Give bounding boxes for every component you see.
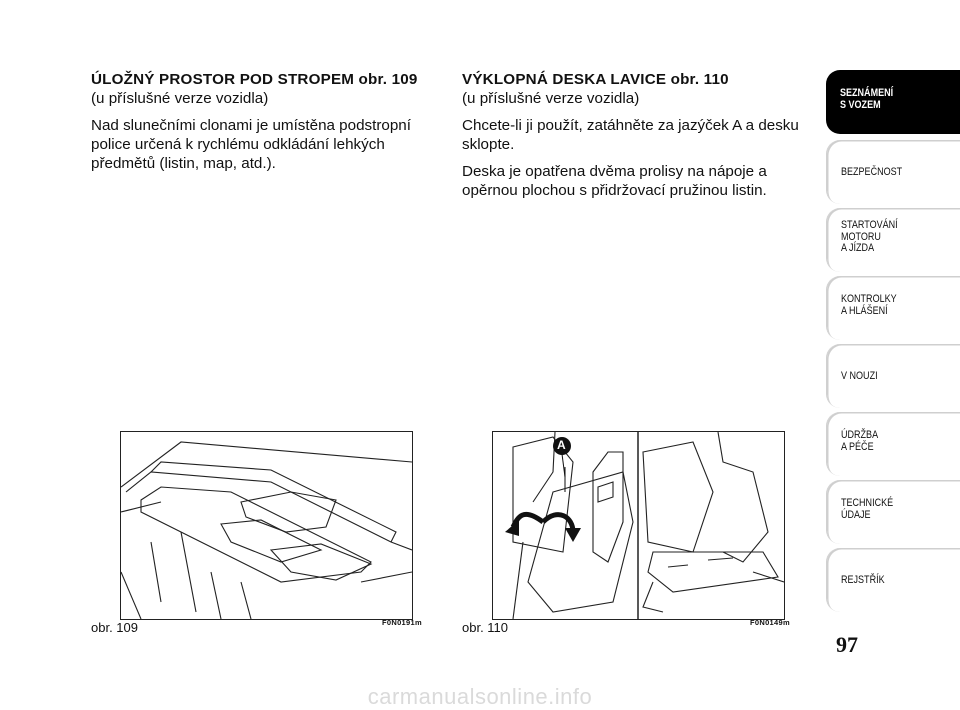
figure-caption: obr. 109 — [91, 620, 138, 635]
section-body: Chcete-li ji použít, zatáhněte za jazýček A a desku sklopte. — [462, 117, 799, 153]
section-title: ÚLOŽNÝ PROSTOR POD STROPEM obr. 109 — [91, 71, 418, 88]
tab-v-nouzi[interactable] — [826, 344, 960, 408]
tab-label: SEZNÁMENÍ S VOZEM — [840, 87, 894, 111]
tab-technicke-udaje[interactable] — [826, 480, 960, 544]
tab-label: ÚDRŽBA A PÉČE — [841, 429, 879, 453]
tab-label: V NOUZI — [841, 370, 878, 382]
overhead-shelf-illustration — [121, 432, 412, 619]
tab-startovani[interactable] — [826, 208, 960, 272]
section-subtitle: (u příslušné verze vozidla) — [462, 90, 640, 107]
section-body: Deska je opatřena dvěma prolisy na nápoje a opěrnou plochou s přidržovací pružinou listin. — [462, 163, 767, 199]
figure-fold-down-table — [492, 431, 785, 620]
section-title: VÝKLOPNÁ DESKA LAVICE obr. 110 — [462, 71, 729, 88]
tab-bezpecnost[interactable] — [826, 140, 960, 204]
figure-code: F0N0149m — [750, 618, 790, 627]
tab-label: TECHNICKÉ ÚDAJE — [841, 497, 894, 521]
tab-rejstrik[interactable] — [826, 548, 960, 612]
tab-seznameni[interactable] — [826, 70, 960, 134]
watermark: carmanualsonline.info — [367, 684, 593, 709]
section-body: Nad slunečními clonami je umístěna podstropní police určená k rychlému odkládání lehkých předmětů (listin, map, atd.). — [91, 117, 411, 172]
tab-label: REJSTŘÍK — [841, 574, 885, 586]
callout-a-label: A — [557, 438, 566, 452]
section-overhead-storage — [91, 70, 436, 181]
tab-udrzba[interactable] — [826, 412, 960, 476]
page-number: 97 — [836, 632, 858, 657]
figure-caption: obr. 110 — [462, 620, 509, 635]
tab-kontrolky[interactable] — [826, 276, 960, 340]
figure-overhead-shelf — [120, 431, 413, 620]
section-subtitle: (u příslušné verze vozidla) — [91, 90, 269, 107]
tab-label: STARTOVÁNÍ MOTORU A JÍZDA — [841, 219, 898, 254]
tab-label: KONTROLKY A HLÁŠENÍ — [841, 293, 897, 317]
fold-down-table-illustration — [493, 432, 784, 619]
figure-code: F0N0191m — [382, 618, 422, 627]
section-fold-down-table — [462, 70, 807, 208]
tab-label: BEZPEČNOST — [841, 166, 903, 178]
